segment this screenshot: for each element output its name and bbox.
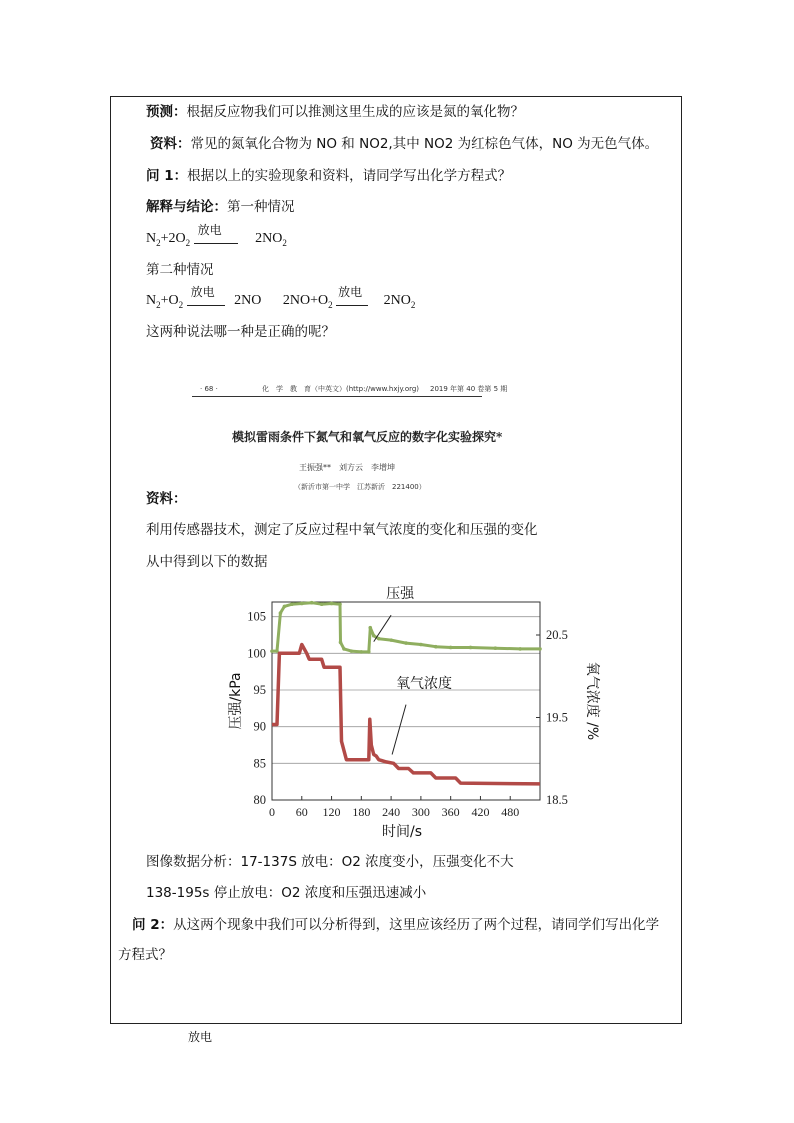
pressure-point (350, 649, 354, 653)
pressure-point (342, 647, 346, 651)
y-right-tick-label: 18.5 (546, 793, 568, 807)
eq1-o: +2O (160, 231, 186, 247)
x-axis-label: 时间/s (381, 824, 423, 840)
conclusion-line (146, 198, 295, 216)
pressure-point (310, 601, 314, 605)
pressure-point (538, 647, 542, 651)
material1-text: 常见的氮氧化合物为 NO 和 NO2,其中 NO2 为红棕色气体，NO 为无色气体。 (190, 136, 659, 152)
eq2-condition: 放电 (190, 285, 215, 299)
pressure-point (360, 650, 364, 654)
equation-2 (146, 285, 416, 314)
y-left-tick-label: 100 (247, 646, 266, 661)
eq2-n: N (146, 293, 157, 309)
plot-frame (272, 602, 540, 800)
y-left-axis-label: 压强/kPa (228, 672, 244, 730)
prediction-line (146, 103, 524, 121)
pressure-point (377, 637, 381, 641)
eq1-n: N (146, 231, 157, 247)
pressure-point (283, 605, 287, 609)
footer-condition: 放电 (188, 1030, 213, 1044)
y-left-tick-label: 90 (253, 719, 266, 734)
analysis-line-1: 图像数据分析：17-137S 放电：O2 浓度变小，压强变化不大 (146, 854, 514, 870)
pressure-point (419, 643, 423, 647)
pressure-point (367, 650, 371, 654)
question2-line-2: 方程式？ (118, 947, 172, 963)
pressure-point (279, 611, 283, 615)
y-left-tick-label: 80 (253, 793, 266, 807)
x-tick-label: 0 (269, 805, 275, 819)
y-left-tick-label: 85 (253, 756, 266, 771)
paper-page-number: · 68 · (200, 385, 218, 393)
eq1-n-sub: 2 (156, 238, 161, 249)
y-right-tick-label: 20.5 (546, 628, 568, 642)
paper-affiliation: （新沂市第一中学 江苏新沂 221400） (294, 483, 426, 491)
pressure-point (368, 626, 372, 630)
eq3-product: 2NO (383, 293, 411, 309)
x-tick-label: 60 (295, 805, 308, 819)
eq3-condition-arrow (336, 285, 368, 310)
question2-text: 从这两个现象中我们可以分析得到，这里应该经历了两个过程，请同学们写出化学 (173, 917, 660, 933)
pressure-annotation: 压强 (386, 586, 415, 602)
eq3-reactants: 2NO+O (282, 293, 329, 309)
eq2-o-sub: 2 (178, 300, 184, 311)
x-tick-label: 240 (382, 805, 401, 819)
prediction-text: 根据反应物我们可以推测这里生成的应该是氮的氧化物？ (186, 104, 524, 120)
pressure-point (389, 638, 393, 642)
material2-label: 资料： (146, 491, 187, 507)
analysis-line-2: 138-195s 停止放电：O2 浓度和压强迅速减小 (146, 885, 427, 901)
prediction-label: 预测： (146, 104, 187, 120)
pressure-point (494, 646, 498, 650)
y-right-axis-label: 氧气浓度 /% (584, 661, 600, 741)
pressure-point (339, 641, 343, 645)
pressure-point (404, 641, 408, 645)
which-question: 这两种说法哪一种是正确的呢？ (146, 324, 335, 340)
conclusion-text: 第一种情况 (227, 199, 295, 215)
paper-journal: 化 学 教 育（中英文）(http://www.hxjy.org) (262, 385, 420, 393)
conclusion-label: 解释与结论： (146, 199, 227, 215)
pressure-point (290, 602, 294, 606)
question1-line (146, 167, 511, 185)
chart-series (270, 601, 542, 784)
pressure-point (270, 649, 274, 653)
paper-header-rule (192, 396, 482, 397)
equation-1 (146, 223, 287, 252)
eq1-condition-arrow (194, 223, 238, 248)
eq1-product: 2NO (255, 231, 283, 247)
x-tick-label: 360 (441, 805, 460, 819)
pressure-point (372, 634, 376, 638)
material1-label: 资料： (150, 136, 191, 152)
x-tick-label: 180 (352, 805, 371, 819)
chart-axes (272, 602, 540, 800)
material1-line (150, 135, 658, 153)
pressure-point (518, 647, 522, 651)
y-right-tick-label: 19.5 (546, 710, 568, 725)
pressure-point (320, 602, 324, 606)
question2-label: 问 2： (132, 917, 174, 933)
case2-line: 第二种情况 (146, 262, 214, 278)
sensor-text: 利用传感器技术，测定了反应过程中氧气浓度的变化和压强的变化 (146, 522, 538, 538)
x-tick-label: 420 (471, 805, 490, 819)
eq1-o-sub: 2 (185, 238, 191, 249)
pressure-oxygen-chart (220, 580, 610, 845)
question1-label: 问 1： (146, 168, 188, 184)
y-left-tick-label: 95 (253, 683, 266, 697)
oxygen-annotation: 氧气浓度 (396, 675, 453, 692)
pressure-point (300, 602, 304, 606)
paper-authors: 王振强** 刘方云 李增坤 (299, 463, 395, 472)
paper-issue: 2019 年第 40 卷第 5 期 (430, 385, 508, 393)
eq1-condition: 放电 (197, 223, 222, 237)
eq2-n-sub: 2 (156, 300, 161, 311)
y-left-tick-label: 105 (247, 609, 266, 624)
paper-title: 模拟雷雨条件下氮气和氧气反应的数字化实验探究* (232, 430, 503, 444)
pressure-point (338, 602, 342, 606)
x-tick-label: 300 (411, 805, 430, 819)
pressure-point (449, 646, 453, 650)
x-tick-label: 480 (501, 805, 520, 819)
oxygen-annotation-pointer (392, 705, 406, 755)
chart-labels (228, 586, 601, 840)
eq1-product-sub: 2 (282, 238, 287, 249)
pressure-point (469, 646, 473, 650)
x-tick-label: 120 (322, 805, 341, 819)
eq2-o: +O (160, 293, 179, 309)
question1-text: 根据以上的实验现象和资料，请同学写出化学方程式？ (187, 168, 512, 184)
eq2-product: 2NO (234, 293, 262, 309)
pressure-point (434, 645, 438, 649)
eq3-reactants-sub: 2 (328, 300, 333, 311)
eq3-product-sub: 2 (410, 300, 416, 311)
eq3-condition: 放电 (338, 285, 363, 299)
question2-line (132, 916, 659, 934)
pressure-point (330, 602, 334, 606)
data-text: 从中得到以下的数据 (146, 554, 268, 570)
eq2-condition-arrow (187, 285, 225, 310)
